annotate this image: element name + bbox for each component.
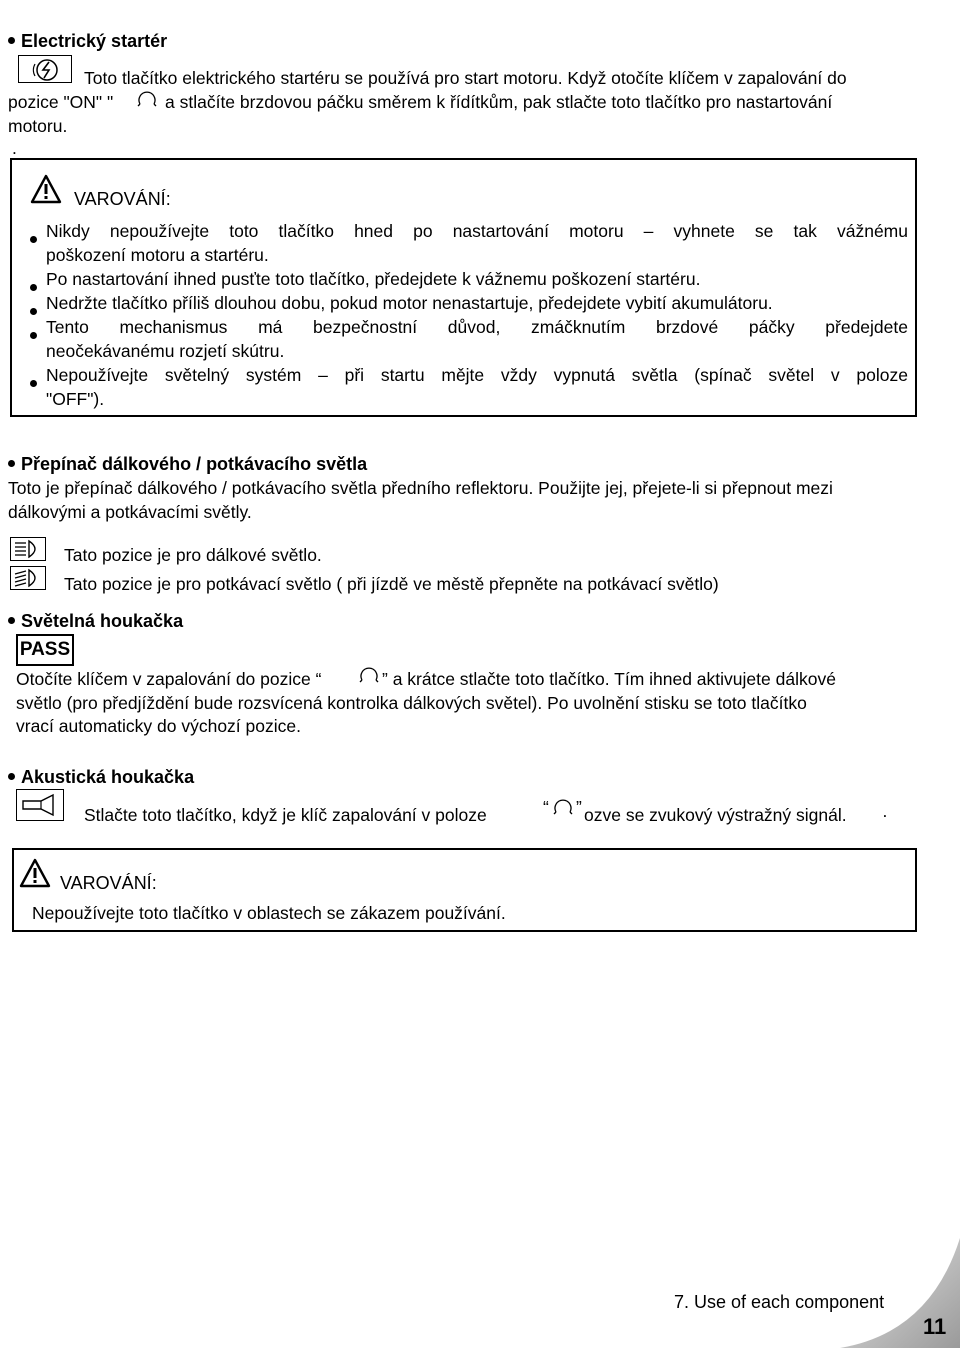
bullet-icon: [30, 284, 37, 291]
beam-heading-text: Přepínač dálkového / potkávacího světla: [21, 454, 368, 474]
starter-text-line-2b: a stlačíte brzdovou páčku směrem k řídítkům, pak stlačte toto tlačítko pro nastartování: [165, 92, 833, 112]
key-position-icon: [134, 88, 160, 108]
starter-button-icon: [18, 55, 72, 83]
warning-item-4-line-1: Tento mechanismus má bezpečnostní důvod, zmáčknutím brzdové páčky předejdete: [46, 317, 908, 337]
starter-text-line-2a: pozice "ON" ": [8, 92, 114, 112]
section-heading-starter: [8, 30, 167, 53]
warning-item-3-line-1: Nedržte tlačítko příliš dlouhou dobu, pokud motor nenastartuje, předejdete vybití akumulátoru.: [46, 293, 773, 313]
warning-item-5-line-2: "OFF").: [46, 389, 105, 409]
pass-text-line-2: světlo (pro předjíždění bude rozsvícená kontrolka dálkových světel). Po uvolnění stisku se toto tlačítko: [16, 693, 807, 713]
bullet-icon: [30, 236, 37, 243]
key-position-icon: [356, 664, 382, 684]
pass-text-line-1a: Otočíte klíčem v zapalování do pozice “: [16, 669, 322, 689]
pass-text-line-3: vrací automaticky do výchozí pozice.: [16, 716, 301, 736]
section-heading-beam: [8, 453, 367, 476]
beam-text-line-2: dálkovými a potkávacími světly.: [8, 502, 252, 522]
warning-item-4: [30, 316, 908, 361]
high-beam-text: Tato pozice je pro dálkové světlo.: [64, 545, 322, 565]
bullet-icon: [30, 380, 37, 387]
bullet-icon: [8, 617, 15, 624]
horn-warning-box: [12, 848, 917, 932]
horn-close-quote: ”: [576, 797, 582, 817]
high-beam-icon: [10, 537, 46, 561]
beam-text-line-1: Toto je přepínač dálkového / potkávacího světla předního reflektoru. Použijte jej, přejete-li si přepnout mezi: [8, 478, 833, 498]
starter-text-line-4: .: [12, 138, 17, 158]
low-beam-icon: [10, 566, 46, 590]
warning-item-1: [30, 220, 908, 265]
warning-item-1-line-2: poškození motoru a startéru.: [46, 245, 269, 265]
warning-item-5-line-1: Nepoužívejte světelný systém – při startu mějte vždy vypnutá světla (spínač světel v poloze: [46, 365, 908, 385]
warning-item-2-line-1: Po nastartování ihned pusťte toto tlačítko, předejdete k vážnemu poškození startéru.: [46, 269, 701, 289]
pass-button-icon: PASS: [16, 634, 74, 666]
horn-button-icon: [16, 789, 64, 821]
starter-warning-title: VAROVÁNÍ:: [74, 189, 171, 209]
warning-item-3: [30, 292, 773, 313]
horn-heading-text: Akustická houkačka: [21, 767, 195, 787]
warning-item-5: [30, 364, 908, 409]
page-number: 11: [923, 1314, 947, 1339]
bullet-icon: [8, 773, 15, 780]
horn-text-line-1a: Stlačte toto tlačítko, když je klíč zapalování v poloze: [84, 805, 487, 825]
starter-text-line-1: Toto tlačítko elektrického startéru se používá pro start motoru. Když otočíte klíčem v zapalování do: [84, 68, 847, 88]
horn-text-line-1b: ozve se zvukový výstražný signál.: [584, 805, 847, 825]
low-beam-text: Tato pozice je pro potkávací světlo ( při jízdě ve městě přepněte na potkávací světlo): [64, 574, 719, 594]
section-heading-horn: [8, 766, 194, 789]
warning-triangle-icon: [30, 174, 62, 204]
pass-text-line-1b: ” a krátce stlačte toto tlačítko. Tím ihned aktivujete dálkové: [382, 669, 836, 689]
key-position-icon: [550, 796, 576, 816]
warning-item-4-line-2: neočekávanému rozjetí skútru.: [46, 341, 285, 361]
bullet-icon: [30, 332, 37, 339]
bullet-icon: [8, 37, 15, 44]
warning-item-2: [30, 268, 701, 289]
warning-triangle-icon: [19, 858, 51, 888]
warning-item-1-line-1: Nikdy nepoužívejte toto tlačítko hned po nastartování motoru – vyhnete se tak vážnému: [46, 221, 908, 241]
footer-section-title: 7. Use of each component: [674, 1292, 885, 1312]
section-heading-pass: [8, 610, 183, 633]
starter-heading-text: Electrický startér: [21, 31, 168, 51]
horn-trailing-dot: ·: [882, 805, 888, 825]
starter-text-line-3: motoru.: [8, 116, 68, 136]
horn-open-quote: “: [543, 797, 549, 817]
bullet-icon: [30, 308, 37, 315]
horn-warning-title: VAROVÁNÍ:: [60, 873, 157, 893]
bullet-icon: [8, 460, 15, 467]
horn-warning-text: Nepoužívejte toto tlačítko v oblastech se zákazem používání.: [32, 903, 506, 923]
pass-heading-text: Světelná houkačka: [21, 611, 184, 631]
starter-warning-box: [10, 158, 917, 417]
